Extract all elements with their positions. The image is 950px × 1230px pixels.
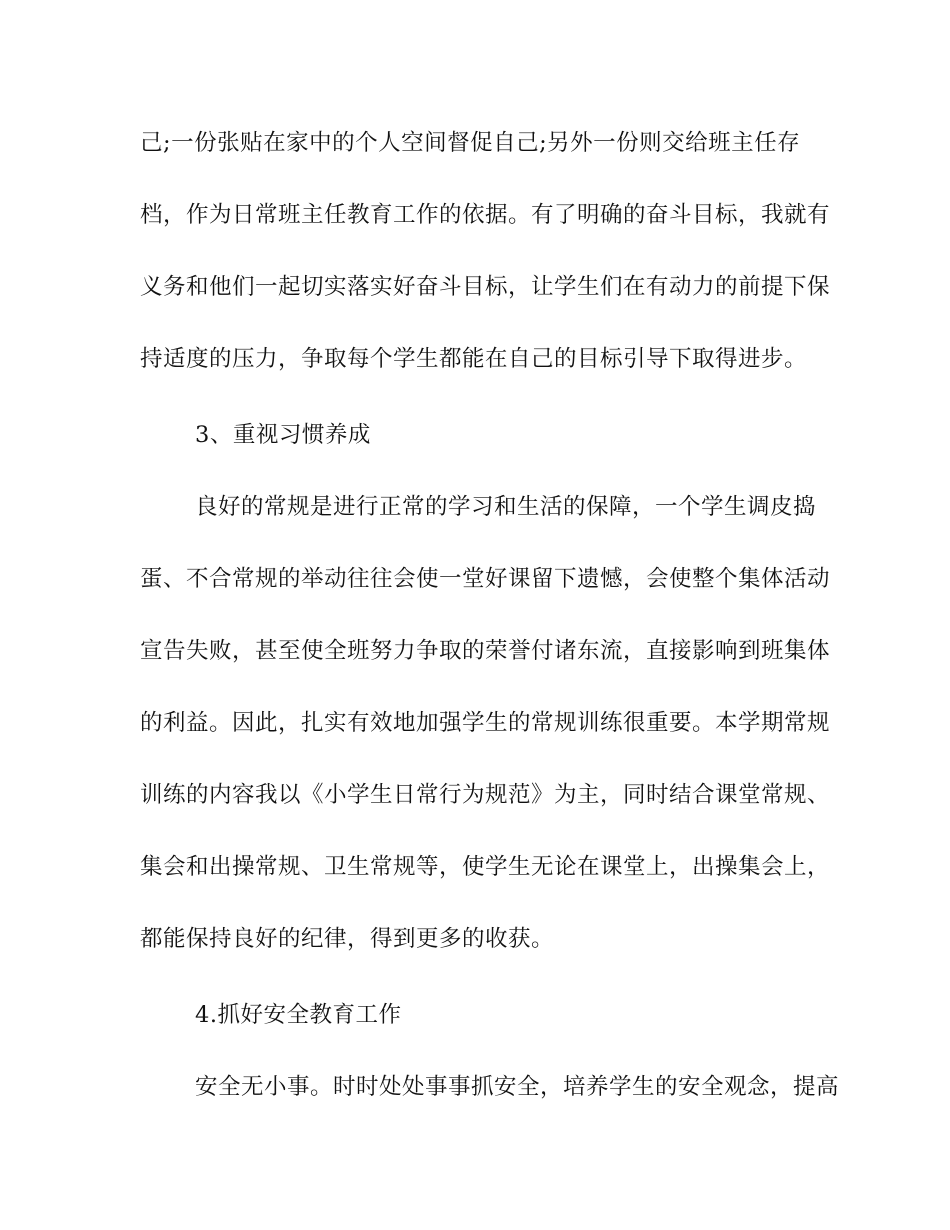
text-line: 宣告失败，甚至使全班努力争取的荣誉付诸东流，直接影响到班集体 [140, 638, 831, 664]
text-line: 安全无小事。时时处处事事抓安全，培养学生的安全观念，提高 [195, 1074, 840, 1100]
text-line: 持适度的压力，争取每个学生都能在自己的目标引导下取得进步。 [140, 346, 808, 372]
text-line: 蛋、不合常规的举动往往会使一堂好课留下遗憾，会使整个集体活动 [140, 566, 831, 592]
section-heading: 3、重视习惯养成 [195, 422, 371, 448]
text-line: 良好的常规是进行正常的学习和生活的保障，一个学生调皮捣 [195, 494, 817, 520]
text-line: 都能保持良好的纪律，得到更多的收获。 [140, 926, 555, 952]
text-line: 己;一份张贴在家中的个人空间督促自己;另外一份则交给班主任存 [140, 130, 801, 156]
text-line: 档，作为日常班主任教育工作的依据。有了明确的奋斗目标，我就有 [140, 202, 831, 228]
text-line: 的利益。因此，扎实有效地加强学生的常规训练很重要。本学期常规 [140, 710, 831, 736]
text-line: 训练的内容我以《小学生日常行为规范》为主，同时结合课堂常规、 [140, 782, 831, 808]
text-line: 义务和他们一起切实落实好奋斗目标，让学生们在有动力的前提下保 [140, 274, 831, 300]
section-heading: 4.抓好安全教育工作 [195, 1002, 402, 1028]
text-line: 集会和出操常规、卫生常规等，使学生无论在课堂上，出操集会上， [140, 854, 831, 880]
